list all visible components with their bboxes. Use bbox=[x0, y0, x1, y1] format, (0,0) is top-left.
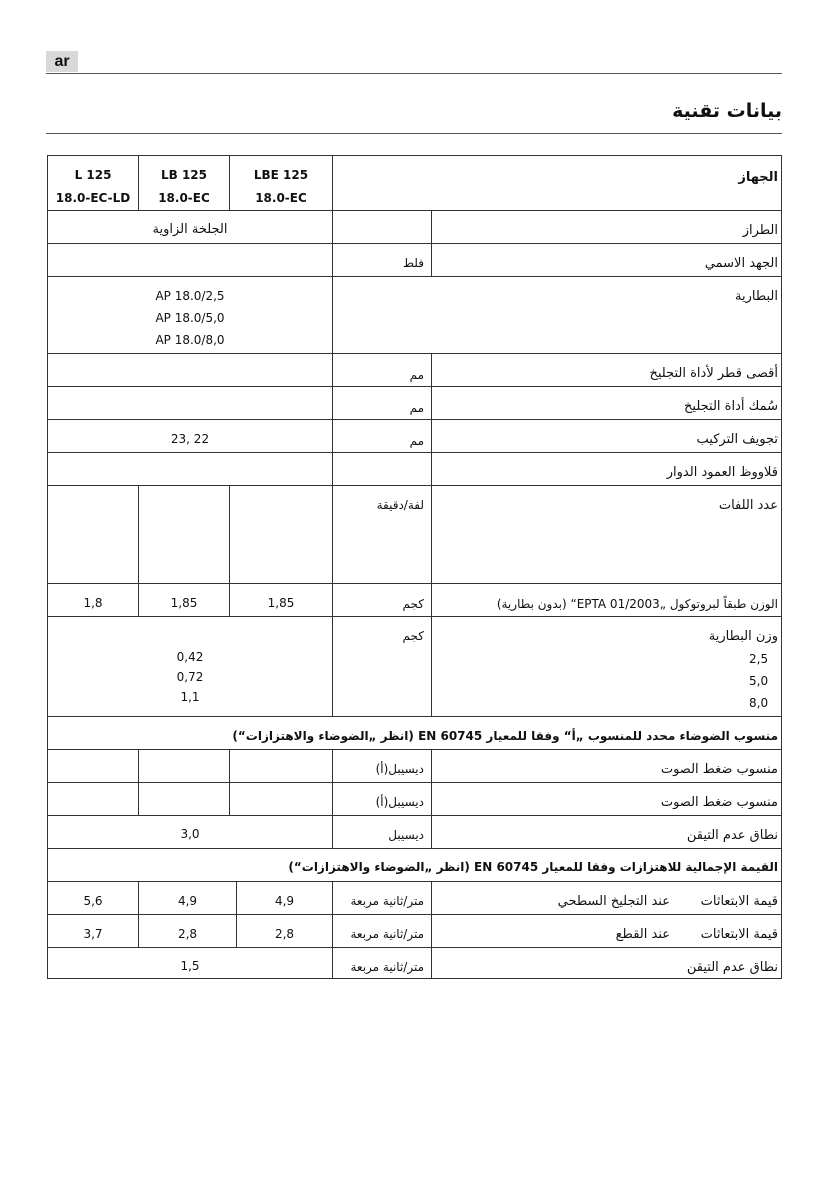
sound-pressure-1-unit: ديسيبل(أ) bbox=[375, 762, 424, 776]
battery-weight-value-2: 0,72 bbox=[176, 670, 204, 684]
weight-unit: كجم bbox=[402, 597, 424, 611]
bore-unit: مم bbox=[409, 434, 424, 448]
bore-value: 23, 22 bbox=[170, 432, 210, 446]
uncertainty-db-value: 3,0 bbox=[180, 827, 200, 841]
col-2-variant: 18.0-EC bbox=[158, 191, 210, 205]
voltage-label: الجهد الاسمي bbox=[704, 256, 778, 271]
battery-weight-value-3: 1,1 bbox=[180, 690, 200, 704]
heading-rule bbox=[46, 133, 782, 134]
uncertainty-vib-unit: متر/ثانية مربعة bbox=[350, 960, 424, 974]
bore-label: تجويف التركيب bbox=[696, 432, 778, 447]
type-value: الجلخة الزاوية bbox=[152, 222, 228, 237]
col-2-name: LB 125 bbox=[160, 168, 208, 182]
weight-col-2: 1,85 bbox=[170, 596, 198, 610]
uncertainty-vib-label: نطاق عدم التيقن bbox=[686, 960, 778, 975]
weight-col-3: 1,85 bbox=[267, 596, 295, 610]
vib-grinding-col-3: 4,9 bbox=[274, 894, 295, 908]
weight-col-1: 1,8 bbox=[83, 596, 103, 610]
battery-capacity-2: 5,0 bbox=[749, 674, 769, 688]
vib-cutting-col-3: 2,8 bbox=[274, 927, 295, 941]
spindle-thread-label: قلاووظ العمود الدوار bbox=[666, 465, 778, 480]
vib-grinding-col-1: 5,6 bbox=[83, 894, 103, 908]
vib-grinding-unit: متر/ثانية مربعة bbox=[350, 894, 424, 908]
battery-label: البطارية bbox=[735, 289, 778, 304]
page-title: بيانات تقنية bbox=[672, 100, 782, 122]
sound-pressure-1-label: منسوب ضغط الصوت bbox=[660, 762, 778, 777]
voltage-unit: فلط bbox=[402, 256, 424, 270]
vib-cutting-col-2: 2,8 bbox=[177, 927, 198, 941]
weight-label: الوزن طبقاً لبروتوكول „EPTA 01/2003“ (بدون بطارية) bbox=[496, 597, 778, 611]
battery-value-3: AP 18.0/8,0 bbox=[155, 333, 225, 347]
speed-unit: لفة/دقيقة bbox=[376, 498, 424, 512]
uncertainty-db-label: نطاق عدم التيقن bbox=[686, 828, 778, 843]
type-label: الطراز bbox=[742, 223, 778, 238]
speed-label: عدد اللفات bbox=[718, 498, 778, 513]
vib-cutting-unit: متر/ثانية مربعة bbox=[350, 927, 424, 941]
battery-value-2: AP 18.0/5,0 bbox=[155, 311, 225, 325]
sound-pressure-2-label: منسوب ضغط الصوت bbox=[660, 795, 778, 810]
col-3-name: LBE 125 bbox=[253, 168, 309, 182]
uncertainty-db-unit: ديسيبل bbox=[388, 828, 424, 842]
battery-weight-value-1: 0,42 bbox=[176, 650, 204, 664]
sound-pressure-2-unit: ديسيبل(أ) bbox=[375, 795, 424, 809]
max-disc-unit: مم bbox=[409, 368, 424, 382]
battery-capacity-3: 8,0 bbox=[749, 696, 769, 710]
language-tag: ar bbox=[46, 51, 78, 72]
top-rule bbox=[46, 73, 782, 74]
battery-weight-label: وزن البطارية bbox=[708, 629, 778, 644]
vib-grinding-sublabel: عند التجليخ السطحي bbox=[557, 894, 670, 909]
noise-section-header: منسوب الضوضاء محدد للمنسوب „أ“ وفقا للمعيار EN 60745 (انظر „الضوضاء والاهتزازات“) bbox=[232, 729, 778, 743]
disc-thickness-unit: مم bbox=[409, 401, 424, 415]
vib-cutting-label: قيمة الابتعاثات bbox=[700, 927, 778, 942]
device-label: الجهاز bbox=[738, 170, 778, 185]
col-1-name: L 125 bbox=[74, 168, 112, 182]
battery-capacity-1: 2,5 bbox=[749, 652, 769, 666]
uncertainty-vib-value: 1,5 bbox=[180, 959, 200, 973]
vib-grinding-col-2: 4,9 bbox=[177, 894, 198, 908]
vib-grinding-label: قيمة الابتعاثات bbox=[700, 894, 778, 909]
col-1-variant: 18.0-EC-LD bbox=[55, 191, 131, 205]
battery-weight-unit: كجم bbox=[402, 629, 424, 643]
vib-cutting-sublabel: عند القطع bbox=[615, 927, 670, 942]
disc-thickness-label: سُمك أداة التجليخ bbox=[684, 399, 778, 414]
col-3-variant: 18.0-EC bbox=[255, 191, 307, 205]
vib-cutting-col-1: 3,7 bbox=[83, 927, 103, 941]
max-disc-label: أقصى قطر لأداة التجليخ bbox=[649, 366, 778, 381]
vibration-section-header: القيمة الإجمالية للاهتزازات وفقا للمعيار EN 60745 (انظر „الضوضاء والاهتزازات“) bbox=[288, 860, 778, 874]
battery-value-1: AP 18.0/2,5 bbox=[155, 289, 225, 303]
